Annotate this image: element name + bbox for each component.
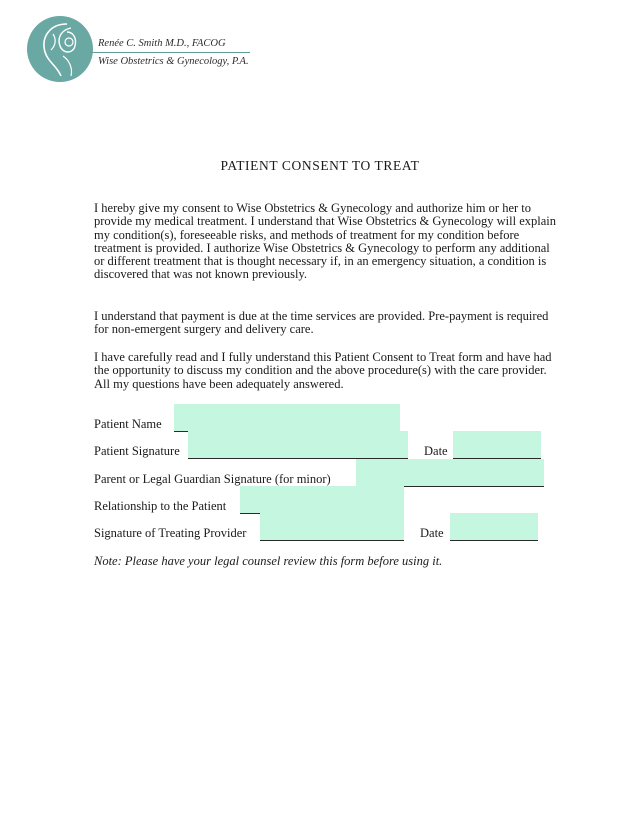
patient-name-row (94, 404, 554, 432)
provider-date-label: Date (420, 526, 444, 540)
acknowledgement-paragraph: I have carefully read and I fully understand this Patient Consent to Treat form and have had the opportunity to discuss my condition and the above procedure(s) with the care provider. All my questions have been adequately answered. (94, 350, 552, 391)
patient-date-label: Date (424, 444, 448, 458)
practice-logo-icon (27, 16, 93, 82)
legal-note: Note: Please have your legal counsel review this form before using it. (94, 554, 443, 568)
patient-signature-row (94, 431, 554, 459)
patient-name-field[interactable] (174, 404, 400, 432)
patient-name-label: Patient Name (94, 417, 162, 431)
relationship-row (94, 486, 554, 514)
guardian-signature-field[interactable] (356, 459, 544, 487)
guardian-signature-row (94, 459, 554, 487)
payment-paragraph: I understand that payment is due at the time services are provided. Pre-payment is required for non-emergent surgery and delivery care. (94, 309, 549, 337)
patient-date-field[interactable] (453, 431, 541, 459)
practice-name: Wise Obstetrics & Gynecology, P.A. (98, 56, 249, 67)
page-title: PATIENT CONSENT TO TREAT (220, 158, 420, 173)
provider-signature-label: Signature of Treating Provider (94, 526, 247, 540)
guardian-signature-label: Parent or Legal Guardian Signature (for minor) (94, 472, 331, 486)
provider-date-field[interactable] (450, 513, 538, 541)
patient-signature-label: Patient Signature (94, 444, 180, 458)
relationship-label: Relationship to the Patient (94, 499, 227, 513)
practice-header (98, 36, 250, 69)
provider-signature-row (94, 513, 554, 541)
doctor-name: Renée C. Smith M.D., FACOG (98, 38, 226, 49)
header-rule (90, 52, 250, 53)
consent-paragraph: I hereby give my consent to Wise Obstetrics & Gynecology and authorize him or her to provide my medical treatment. I understand that Wise Obstetrics & Gynecology will explain my condition(s), foreseeable risks, and methods of treatment for my condition before treatment is provided. I authorize Wise Obstetrics & Gynecology to perform any additional or different treatment that is thought necessary if, in an emergency situation, a condition is discovered that was not known previously. (94, 201, 556, 282)
provider-signature-field[interactable] (260, 513, 404, 541)
relationship-field[interactable] (240, 486, 404, 514)
patient-signature-field[interactable] (188, 431, 408, 459)
